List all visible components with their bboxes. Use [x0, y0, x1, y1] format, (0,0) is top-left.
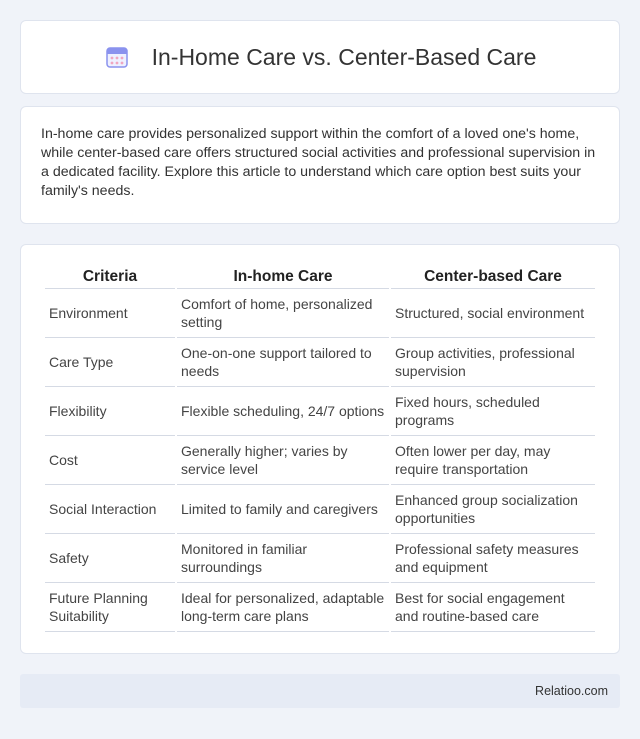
calendar-icon: [104, 44, 130, 70]
center-based-cell: Often lower per day, may require transportation: [391, 436, 595, 485]
table-row: [45, 583, 595, 632]
in-home-cell: Flexible scheduling, 24/7 options: [177, 387, 389, 436]
table-row: [45, 289, 595, 338]
center-based-cell: Best for social engagement and routine-based care: [391, 583, 595, 632]
criteria-cell: Care Type: [45, 338, 175, 387]
comparison-table: [43, 265, 597, 632]
in-home-cell: One-on-one support tailored to needs: [177, 338, 389, 387]
in-home-cell: Comfort of home, personalized setting: [177, 289, 389, 338]
criteria-cell: Safety: [45, 534, 175, 583]
criteria-cell: Environment: [45, 289, 175, 338]
criteria-cell: Cost: [45, 436, 175, 485]
center-based-cell: Professional safety measures and equipment: [391, 534, 595, 583]
in-home-cell: Limited to family and caregivers: [177, 485, 389, 534]
footer-brand[interactable]: Relatioo.com: [535, 684, 608, 698]
criteria-cell: Flexibility: [45, 387, 175, 436]
title-card: [20, 20, 620, 94]
in-home-cell: Generally higher; varies by service level: [177, 436, 389, 485]
table-row: [45, 436, 595, 485]
footer: [20, 674, 620, 708]
table-header-row: [45, 265, 595, 289]
criteria-cell: Future Planning Suitability: [45, 583, 175, 632]
table-row: [45, 387, 595, 436]
center-based-cell: Fixed hours, scheduled programs: [391, 387, 595, 436]
header-in-home-care: In-home Care: [177, 265, 389, 289]
in-home-cell: Monitored in familiar surroundings: [177, 534, 389, 583]
criteria-cell: Social Interaction: [45, 485, 175, 534]
table-row: [45, 338, 595, 387]
header-center-based-care: Center-based Care: [391, 265, 595, 289]
in-home-cell: Ideal for personalized, adaptable long-term care plans: [177, 583, 389, 632]
table-row: [45, 534, 595, 583]
center-based-cell: Enhanced group socialization opportunities: [391, 485, 595, 534]
intro-card: [20, 106, 620, 224]
center-based-cell: Structured, social environment: [391, 289, 595, 338]
intro-paragraph: In-home care provides personalized support within the comfort of a loved one's home, while center-based care offers structured social activities and professional supervision in a dedicated facility. Explore this article to understand which care option best suits your family's needs.: [41, 126, 596, 199]
center-based-cell: Group activities, professional supervision: [391, 338, 595, 387]
table-row: [45, 485, 595, 534]
header-criteria: Criteria: [45, 265, 175, 289]
page-title: In-Home Care vs. Center-Based Care: [151, 43, 537, 70]
comparison-card: [20, 244, 620, 654]
